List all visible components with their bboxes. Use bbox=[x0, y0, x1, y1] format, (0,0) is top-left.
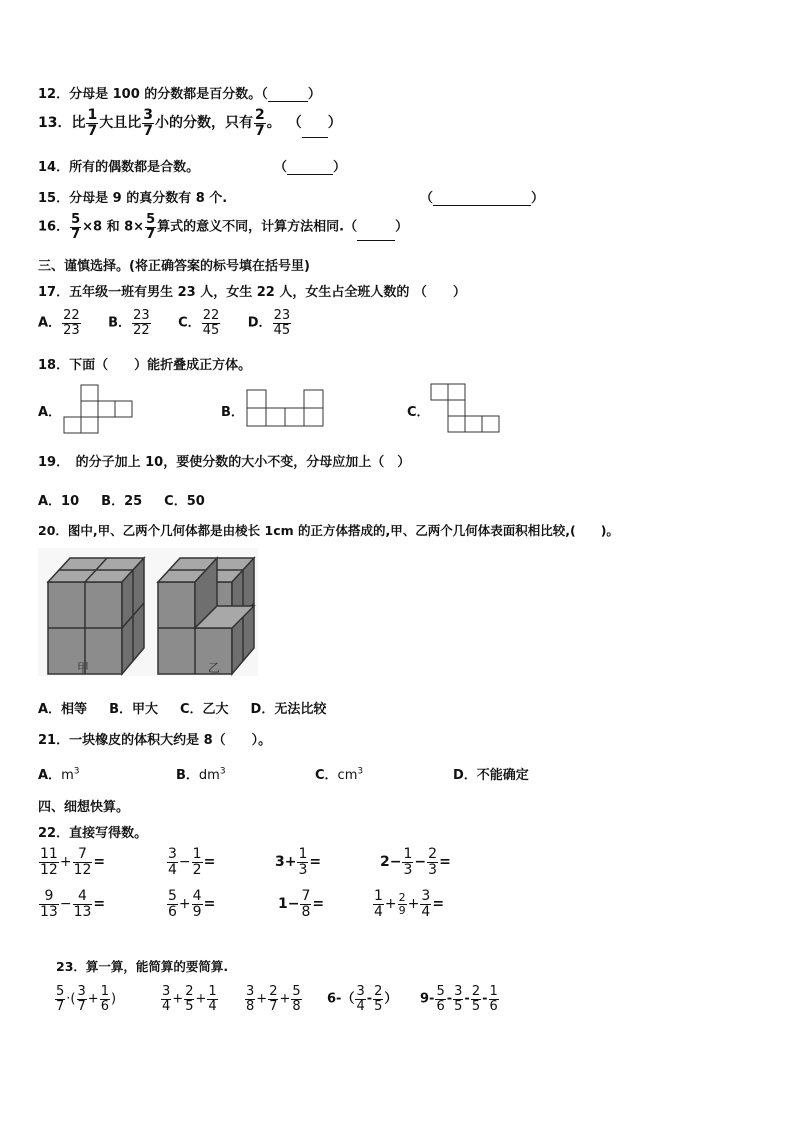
question-16 bbox=[38, 213, 408, 241]
question-13 bbox=[38, 108, 342, 138]
fraction bbox=[132, 309, 151, 337]
answer-blank[interactable] bbox=[302, 125, 328, 138]
question-text: 所有的偶数都是合数。 bbox=[69, 160, 200, 175]
expression: 6-（ $\frac{3}{4}$ - $\frac{2}{5}$ ） bbox=[327, 984, 398, 1014]
equals-sign: = bbox=[93, 854, 106, 871]
fraction bbox=[273, 309, 292, 337]
option-letter: A． bbox=[38, 768, 62, 783]
option-letter: A． bbox=[38, 315, 62, 331]
denominator: 45 bbox=[202, 322, 220, 338]
expression: 3+ $\frac{1}{3}$ = bbox=[275, 846, 322, 878]
numerator: 3 bbox=[246, 984, 255, 999]
denominator: 7 bbox=[87, 122, 98, 139]
denominator: 7 bbox=[254, 122, 265, 139]
numerator: 9 bbox=[39, 889, 59, 905]
question-number: 17． bbox=[38, 285, 70, 300]
fraction bbox=[373, 985, 383, 1013]
net-square bbox=[304, 390, 323, 408]
numerator: 1 bbox=[100, 984, 109, 999]
numerator: 3 bbox=[454, 984, 463, 999]
expression: $\frac{11}{12}$ + $\frac{7}{12}$ = bbox=[40, 846, 106, 878]
fraction bbox=[161, 985, 171, 1013]
option-c[interactable]: C．乙大 bbox=[179, 702, 229, 717]
question-number: 18． bbox=[38, 358, 70, 373]
denominator: 5 bbox=[454, 998, 463, 1014]
question-number: 13． bbox=[38, 115, 72, 132]
option-b[interactable]: B．甲大 bbox=[109, 702, 158, 717]
option-c-label[interactable]: C． bbox=[407, 405, 430, 420]
net-square bbox=[465, 416, 482, 432]
numerator: 2 bbox=[471, 984, 481, 999]
option-a[interactable] bbox=[38, 309, 82, 337]
equals-sign: = bbox=[312, 896, 325, 913]
numerator: 4 bbox=[192, 888, 202, 904]
expression: $\frac{5}{7}$ ·( $\frac{3}{7}$ + $\frac{1}{6}$ ) bbox=[56, 984, 117, 1014]
net-square bbox=[285, 408, 304, 426]
option-d[interactable] bbox=[248, 309, 292, 337]
unit: cm bbox=[337, 768, 358, 783]
paren-close: ） bbox=[307, 87, 321, 102]
expression: 1− $\frac{7}{8}$ = bbox=[278, 888, 325, 920]
denominator: 4 bbox=[168, 861, 177, 878]
denominator: 4 bbox=[356, 998, 365, 1014]
equals-sign: = bbox=[203, 854, 216, 871]
exponent: 3 bbox=[357, 766, 364, 777]
net-square bbox=[304, 408, 323, 426]
answer-blank[interactable] bbox=[357, 228, 395, 241]
question-17-options bbox=[38, 309, 314, 337]
numerator: 3 bbox=[168, 846, 177, 862]
text-part: 算式的意义不同，计算方法相同. bbox=[157, 219, 345, 235]
fraction bbox=[142, 108, 154, 138]
fraction bbox=[471, 985, 481, 1013]
label-yi: 乙 bbox=[208, 661, 221, 675]
numerator: 2 bbox=[185, 984, 194, 999]
fraction bbox=[70, 213, 81, 241]
question-14 bbox=[38, 156, 199, 175]
question-text: 五年级一班有男生 23 人，女生 22 人，女生占全班人数的 （ ） bbox=[69, 285, 466, 300]
net-square bbox=[431, 384, 448, 400]
net-square bbox=[266, 408, 285, 426]
option-b[interactable]: B．25 bbox=[101, 494, 143, 509]
option-b[interactable] bbox=[176, 764, 226, 783]
numerator: 1 bbox=[208, 984, 217, 999]
question-23 bbox=[56, 957, 228, 975]
denominator: 3 bbox=[298, 861, 308, 878]
question-number: 14． bbox=[38, 160, 70, 175]
cube-net-a bbox=[64, 385, 134, 435]
fraction bbox=[77, 985, 87, 1013]
denominator: 8 bbox=[246, 998, 255, 1014]
option-a[interactable] bbox=[38, 764, 79, 783]
numerator: 22 bbox=[202, 308, 220, 323]
question-21 bbox=[38, 729, 271, 748]
numerator: 1 bbox=[298, 846, 308, 862]
fraction bbox=[192, 889, 203, 919]
numerator: 5 bbox=[146, 212, 156, 227]
text-part: 比 bbox=[71, 115, 86, 132]
solids-figure bbox=[38, 548, 258, 678]
fraction bbox=[73, 889, 93, 919]
solid-jia bbox=[48, 558, 144, 674]
fraction bbox=[73, 847, 93, 877]
numerator: 2 bbox=[398, 891, 406, 905]
numerator: 1 bbox=[374, 888, 383, 904]
numerator: 2 bbox=[269, 984, 278, 999]
net-square bbox=[448, 416, 465, 432]
question-number: 19． bbox=[38, 455, 63, 470]
question-number: 23． bbox=[56, 959, 86, 974]
question-text: 下面（ ）能折叠成正方体。 bbox=[69, 358, 252, 373]
denominator: 5 bbox=[471, 998, 481, 1014]
paren-close: ） bbox=[333, 160, 347, 175]
denominator: 7 bbox=[143, 122, 153, 139]
numerator: 3 bbox=[77, 984, 86, 999]
section-heading-3: 三、谨慎选择。(将正确答案的标号填在括号里) bbox=[38, 259, 310, 274]
numerator: 5 bbox=[292, 984, 301, 999]
denominator: 12 bbox=[73, 861, 92, 878]
expression: $\frac{3}{4}$ + $\frac{2}{5}$ + $\frac{1}{4}$ bbox=[162, 984, 217, 1014]
question-number: 22． bbox=[38, 826, 70, 841]
cube-net-b bbox=[247, 390, 327, 430]
numerator: 5 bbox=[56, 984, 65, 999]
fraction bbox=[300, 889, 311, 919]
option-c[interactable] bbox=[315, 764, 363, 783]
option-c[interactable] bbox=[178, 309, 221, 337]
net-square bbox=[448, 400, 465, 416]
denominator: 7 bbox=[56, 998, 65, 1014]
denominator: 4 bbox=[374, 903, 383, 920]
fraction bbox=[86, 108, 98, 138]
option-a-label[interactable]: A． bbox=[38, 405, 62, 420]
question-text: 算一算，能简算的要简算. bbox=[85, 959, 229, 974]
expression: $\frac{9}{13}$ − $\frac{4}{13}$ = bbox=[40, 888, 106, 920]
fraction bbox=[420, 889, 431, 919]
paren-open: （ bbox=[294, 115, 302, 132]
fraction bbox=[55, 985, 65, 1013]
denominator: 6 bbox=[489, 998, 498, 1014]
paren-open: （ bbox=[261, 87, 268, 102]
question-number: 20． bbox=[38, 523, 68, 538]
question-number: 15． bbox=[38, 191, 70, 206]
denominator: 6 bbox=[436, 998, 445, 1014]
fraction bbox=[245, 985, 255, 1013]
fraction bbox=[167, 889, 178, 919]
question-18 bbox=[38, 354, 251, 373]
question-number: 12． bbox=[38, 87, 70, 102]
numerator: 1 bbox=[489, 984, 498, 999]
denominator: 13 bbox=[73, 903, 92, 920]
fraction bbox=[355, 985, 365, 1013]
fraction bbox=[184, 985, 194, 1013]
paren-open: （ bbox=[274, 160, 288, 175]
numerator: 1 bbox=[403, 846, 413, 862]
expression: 2− $\frac{1}{3}$ − $\frac{2}{3}$ = bbox=[380, 846, 451, 878]
net-square bbox=[115, 401, 132, 417]
expression: 9- $\frac{5}{6}$ - $\frac{3}{5}$ - $\frac{2}{5}$ - $\frac{1}{6}$ bbox=[420, 984, 498, 1014]
fraction bbox=[254, 108, 266, 138]
exponent: 3 bbox=[219, 766, 226, 777]
unit: dm bbox=[198, 768, 220, 783]
fraction bbox=[62, 309, 81, 337]
question-20-options bbox=[38, 698, 348, 717]
fraction bbox=[435, 985, 445, 1013]
denominator: 7 bbox=[71, 226, 81, 242]
numerator: 2 bbox=[428, 846, 438, 862]
denominator: 3 bbox=[428, 861, 438, 878]
question-text: 的分子加上 10，要使分数的大小不变，分母应加上（ ） bbox=[62, 455, 411, 470]
fraction bbox=[453, 985, 463, 1013]
denominator: 8 bbox=[292, 998, 301, 1014]
expression: $\frac{3}{8}$ + $\frac{2}{7}$ + $\frac{5}{8}$ bbox=[246, 984, 301, 1014]
exponent: 3 bbox=[73, 766, 80, 777]
denominator: 23 bbox=[63, 322, 80, 338]
denominator: 9 bbox=[398, 903, 406, 917]
equals-sign: = bbox=[309, 854, 322, 871]
net-square bbox=[482, 416, 499, 432]
option-letter: D． bbox=[247, 315, 272, 331]
fraction bbox=[427, 847, 438, 877]
question-text: 分母是 100 的分数都是百分数。 bbox=[69, 87, 262, 102]
expression: $\frac{5}{6}$ + $\frac{4}{9}$ = bbox=[168, 888, 216, 920]
option-letter: C． bbox=[178, 315, 201, 331]
fraction bbox=[202, 309, 221, 337]
answer-blank[interactable] bbox=[433, 193, 531, 206]
fraction bbox=[398, 892, 407, 916]
denominator: 7 bbox=[269, 998, 278, 1014]
question-text: 分母是 9 的真分数有 8 个. bbox=[69, 191, 228, 206]
denominator: 2 bbox=[192, 861, 202, 878]
option-letter: B． bbox=[108, 315, 132, 331]
paren-open: （ bbox=[420, 191, 434, 206]
net-square bbox=[64, 417, 81, 433]
answer-blank[interactable] bbox=[268, 89, 308, 102]
denominator: 5 bbox=[185, 998, 194, 1014]
numerator: 11 bbox=[40, 846, 58, 862]
numerator: 7 bbox=[301, 888, 311, 904]
fraction bbox=[39, 847, 59, 877]
question-19 bbox=[38, 451, 410, 470]
question-text: 图中,甲、乙两个几何体都是由棱长 1cm 的正方体搭成的,甲、乙两个几何体表面积相比较,( )。 bbox=[67, 523, 619, 538]
denominator: 45 bbox=[273, 322, 291, 338]
equals-sign: = bbox=[203, 896, 216, 913]
question-17 bbox=[38, 281, 466, 300]
paren-close: ） bbox=[395, 219, 409, 235]
fraction bbox=[207, 985, 217, 1013]
answer-blank[interactable] bbox=[287, 162, 333, 175]
option-c[interactable]: C．50 bbox=[164, 494, 205, 509]
cube-net-c bbox=[431, 384, 501, 434]
text-part: ×8 和 8× bbox=[82, 219, 145, 235]
fraction bbox=[167, 847, 178, 877]
numerator: 1 bbox=[192, 846, 202, 862]
denominator: 7 bbox=[146, 226, 156, 242]
numerator: 3 bbox=[421, 888, 431, 904]
net-square bbox=[81, 417, 98, 433]
fraction bbox=[145, 213, 156, 241]
net-square bbox=[81, 401, 98, 417]
numerator: 3 bbox=[162, 984, 171, 999]
fraction bbox=[39, 889, 59, 919]
option-a[interactable]: A．相等 bbox=[38, 702, 88, 717]
fraction bbox=[100, 985, 110, 1013]
expression: $\frac{3}{4}$ − $\frac{1}{2}$ = bbox=[168, 846, 216, 878]
denominator: 6 bbox=[100, 998, 109, 1014]
numerator: 22 bbox=[63, 308, 80, 323]
equals-sign: = bbox=[439, 854, 451, 871]
denominator: 9 bbox=[192, 903, 202, 920]
expression: $\frac{1}{4}$ + $\frac{2}{9}$ + $\frac{3}{4}$ = bbox=[374, 888, 445, 920]
numerator: 3 bbox=[143, 107, 153, 123]
denominator: 7 bbox=[77, 998, 86, 1014]
denominator: 22 bbox=[133, 322, 150, 338]
numerator: 5 bbox=[168, 888, 177, 904]
denominator: 8 bbox=[301, 903, 311, 920]
unit: m bbox=[61, 768, 74, 783]
net-square bbox=[247, 390, 266, 408]
text-part: 小的分数，只有 bbox=[154, 115, 253, 132]
denominator: 4 bbox=[162, 998, 171, 1014]
label-jia: 甲 bbox=[77, 661, 90, 675]
fraction bbox=[192, 847, 203, 877]
fraction bbox=[489, 985, 499, 1013]
net-square bbox=[448, 384, 465, 400]
option-letter: C． bbox=[315, 768, 338, 783]
question-text: 一块橡皮的体积大约是 8（ ）。 bbox=[69, 733, 272, 748]
numerator: 7 bbox=[73, 847, 93, 863]
option-d[interactable]: D．无法比较 bbox=[250, 702, 327, 717]
option-b-label[interactable]: B． bbox=[221, 405, 244, 420]
text-part: 。 bbox=[266, 115, 281, 132]
numerator: 2 bbox=[254, 107, 265, 123]
fraction bbox=[297, 847, 308, 877]
question-20 bbox=[38, 521, 619, 539]
fraction bbox=[402, 847, 413, 877]
question-number: 21． bbox=[38, 733, 70, 748]
fraction bbox=[291, 985, 301, 1013]
denominator: 4 bbox=[208, 998, 217, 1014]
question-number: 16． bbox=[38, 219, 70, 235]
numerator: 5 bbox=[71, 212, 81, 227]
question-12 bbox=[38, 83, 321, 102]
text-part: 大且比 bbox=[99, 115, 142, 132]
numerator: 23 bbox=[273, 308, 291, 323]
solid-yi bbox=[158, 558, 254, 674]
numerator: 2 bbox=[374, 984, 383, 999]
option-letter: B． bbox=[176, 768, 199, 783]
numerator: 4 bbox=[73, 889, 93, 905]
question-19-options bbox=[38, 490, 227, 509]
denominator: 5 bbox=[374, 998, 383, 1014]
numerator: 5 bbox=[436, 984, 445, 999]
denominator: 3 bbox=[403, 861, 413, 878]
fraction bbox=[268, 985, 278, 1013]
question-15-answer bbox=[420, 187, 544, 206]
equals-sign: = bbox=[93, 896, 106, 913]
paren-close: ） bbox=[531, 191, 545, 206]
paren-close: ） bbox=[327, 115, 342, 132]
net-square bbox=[98, 401, 115, 417]
option-d[interactable]: D．不能确定 bbox=[453, 768, 529, 783]
section-heading-4: 四、细想快算。 bbox=[38, 800, 130, 815]
denominator: 13 bbox=[40, 903, 58, 920]
option-a[interactable]: A．10 bbox=[38, 494, 80, 509]
denominator: 12 bbox=[40, 861, 58, 878]
denominator: 4 bbox=[421, 903, 431, 920]
question-14-answer bbox=[274, 156, 346, 175]
paren-open: （ bbox=[344, 219, 358, 235]
numerator: 23 bbox=[133, 308, 150, 323]
net-square bbox=[81, 385, 98, 401]
question-text: 直接写得数。 bbox=[69, 826, 148, 841]
net-square bbox=[247, 408, 266, 426]
numerator: 1 bbox=[87, 107, 98, 123]
fraction bbox=[373, 889, 384, 919]
question-15 bbox=[38, 187, 227, 206]
equals-sign: = bbox=[432, 896, 445, 913]
denominator: 6 bbox=[168, 903, 177, 920]
numerator: 3 bbox=[356, 984, 365, 999]
question-22 bbox=[38, 822, 147, 841]
option-b[interactable] bbox=[108, 309, 151, 337]
